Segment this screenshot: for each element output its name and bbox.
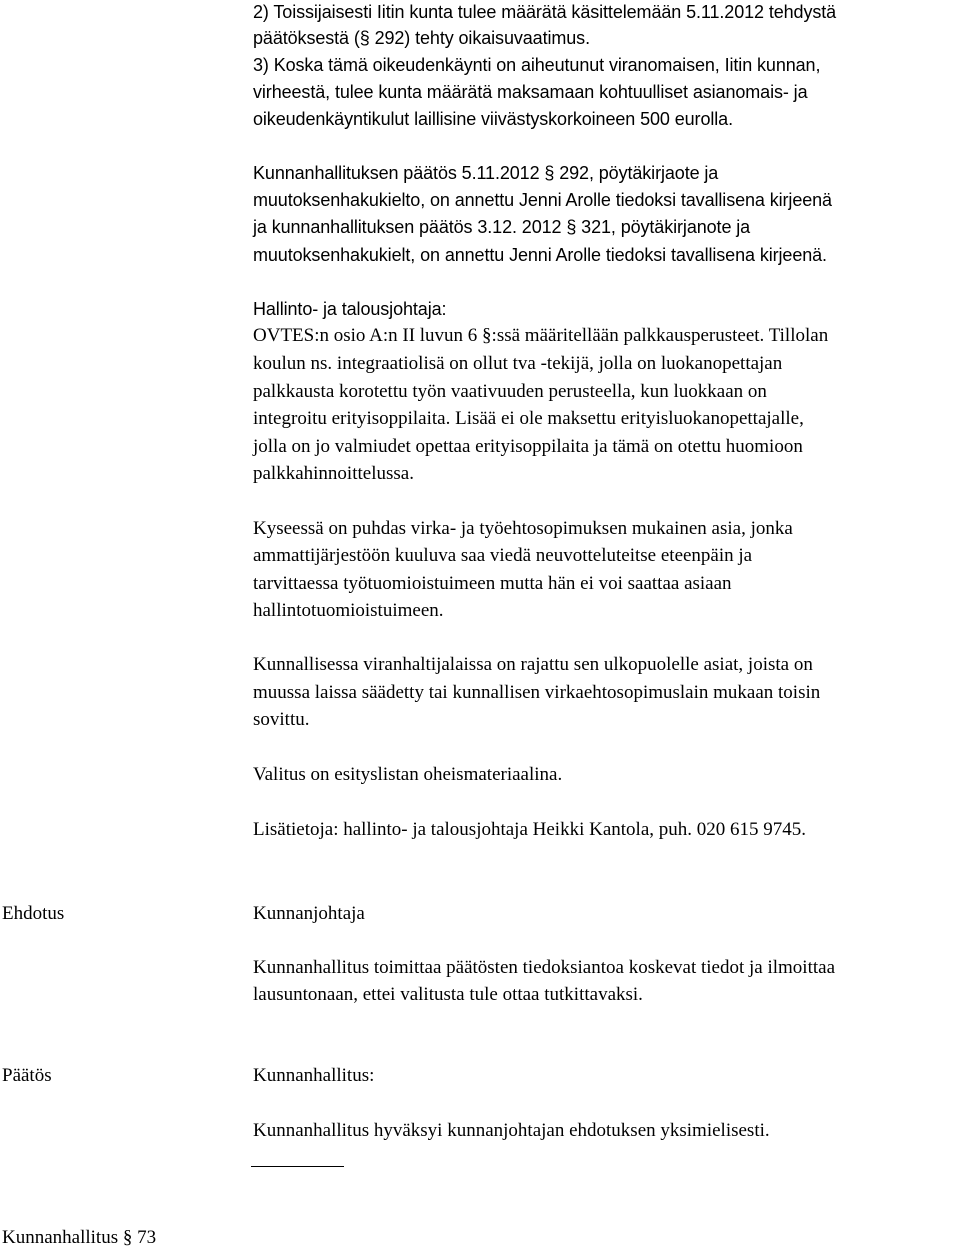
text-line: muussa laissa säädetty tai kunnallisen virkaehtosopimuslain mukaan toisin [253, 682, 821, 703]
text-line: koulun ns. integraatiolisä on ollut tva -tekijä, jolla on luokanopettajan [253, 353, 783, 374]
text-line: virheestä, tulee kunta määrätä maksamaan kohtuulliset asianomais- ja [253, 82, 808, 102]
lisatietoja-line: Lisätietoja: hallinto- ja talousjohtaja Heikki Kantola, puh. 020 615 9745. [253, 819, 807, 840]
text-line: integroitu erityisoppilaita. Lisää ei ole maksettu erityisluokanopettajalle, [253, 408, 804, 429]
text-line: ja kunnanhallituksen päätös 3.12. 2012 § 321, pöytäkirjanote ja [253, 217, 751, 237]
text-line: hallintotuomioistuimeen. [253, 600, 444, 621]
text-line: ammattijärjestöön kuuluva saa viedä neuvotteluteitse eteenpäin ja [253, 545, 753, 566]
ehdotus-heading: Kunnanjohtaja [253, 903, 365, 924]
text-line: Kyseessä on puhdas virka- ja työehtosopimuksen mukainen asia, jonka [253, 518, 793, 539]
paatos-heading: Kunnanhallitus: [253, 1065, 375, 1086]
section-heading: Hallinto- ja talousjohtaja: [253, 299, 447, 319]
text-line: oikeudenkäyntikulut laillisine viivästyskorkoineen 500 eurolla. [253, 109, 733, 129]
text-line: tarvittaessa työtuomioistuimeen mutta hän ei voi saattaa asiaan [253, 573, 732, 594]
separator-line [251, 1166, 344, 1167]
text-line: Kunnanhallituksen päätös 5.11.2012 § 292, pöytäkirjaote ja [253, 163, 719, 183]
text-line: päätöksestä (§ 292) tehty oikaisuvaatimus. [253, 28, 590, 48]
text-line: palkkausta korotettu työn vaativuuden perusteella, kun luokkaan on [253, 381, 767, 402]
text-line: muutoksenhakukielto, on annettu Jenni Arolle tiedoksi tavallisena kirjeenä [253, 190, 832, 210]
text-line: 2) Toissijaisesti Iitin kunta tulee määrätä käsittelemään 5.11.2012 tehdystä [253, 2, 837, 22]
valitus-line: Valitus on esityslistan oheismateriaalina. [253, 764, 563, 785]
text-line: Kunnanhallitus toimittaa päätösten tiedoksiantoa koskevat tiedot ja ilmoittaa [253, 957, 836, 978]
text-line: Kunnallisessa viranhaltijalaissa on rajattu sen ulkopuolelle asiat, joista on [253, 654, 813, 675]
footer-section-ref: Kunnanhallitus § 73 [2, 1227, 157, 1248]
text-line: sovittu. [253, 709, 310, 730]
text-line: jolla on jo valmiudet opettaa erityisoppilaita ja tämä on otettu huomioon [253, 436, 803, 457]
ehdotus-label: Ehdotus [2, 903, 65, 924]
text-line: OVTES:n osio A:n II luvun 6 §:ssä määritellään palkkausperusteet. Tillolan [253, 325, 829, 346]
text-line: palkkahinnoittelussa. [253, 463, 414, 484]
text-line: muutoksenhakukielt, on annettu Jenni Arolle tiedoksi tavallisena kirjeenä. [253, 245, 827, 265]
text-line: lausuntonaan, ettei valitusta tule ottaa tutkittavaksi. [253, 984, 643, 1005]
paatos-label: Päätös [2, 1065, 52, 1086]
text-line: Kunnanhallitus hyväksyi kunnanjohtajan ehdotuksen yksimielisesti. [253, 1120, 770, 1141]
text-line: 3) Koska tämä oikeudenkäynti on aiheutunut viranomaisen, Iitin kunnan, [253, 55, 821, 75]
